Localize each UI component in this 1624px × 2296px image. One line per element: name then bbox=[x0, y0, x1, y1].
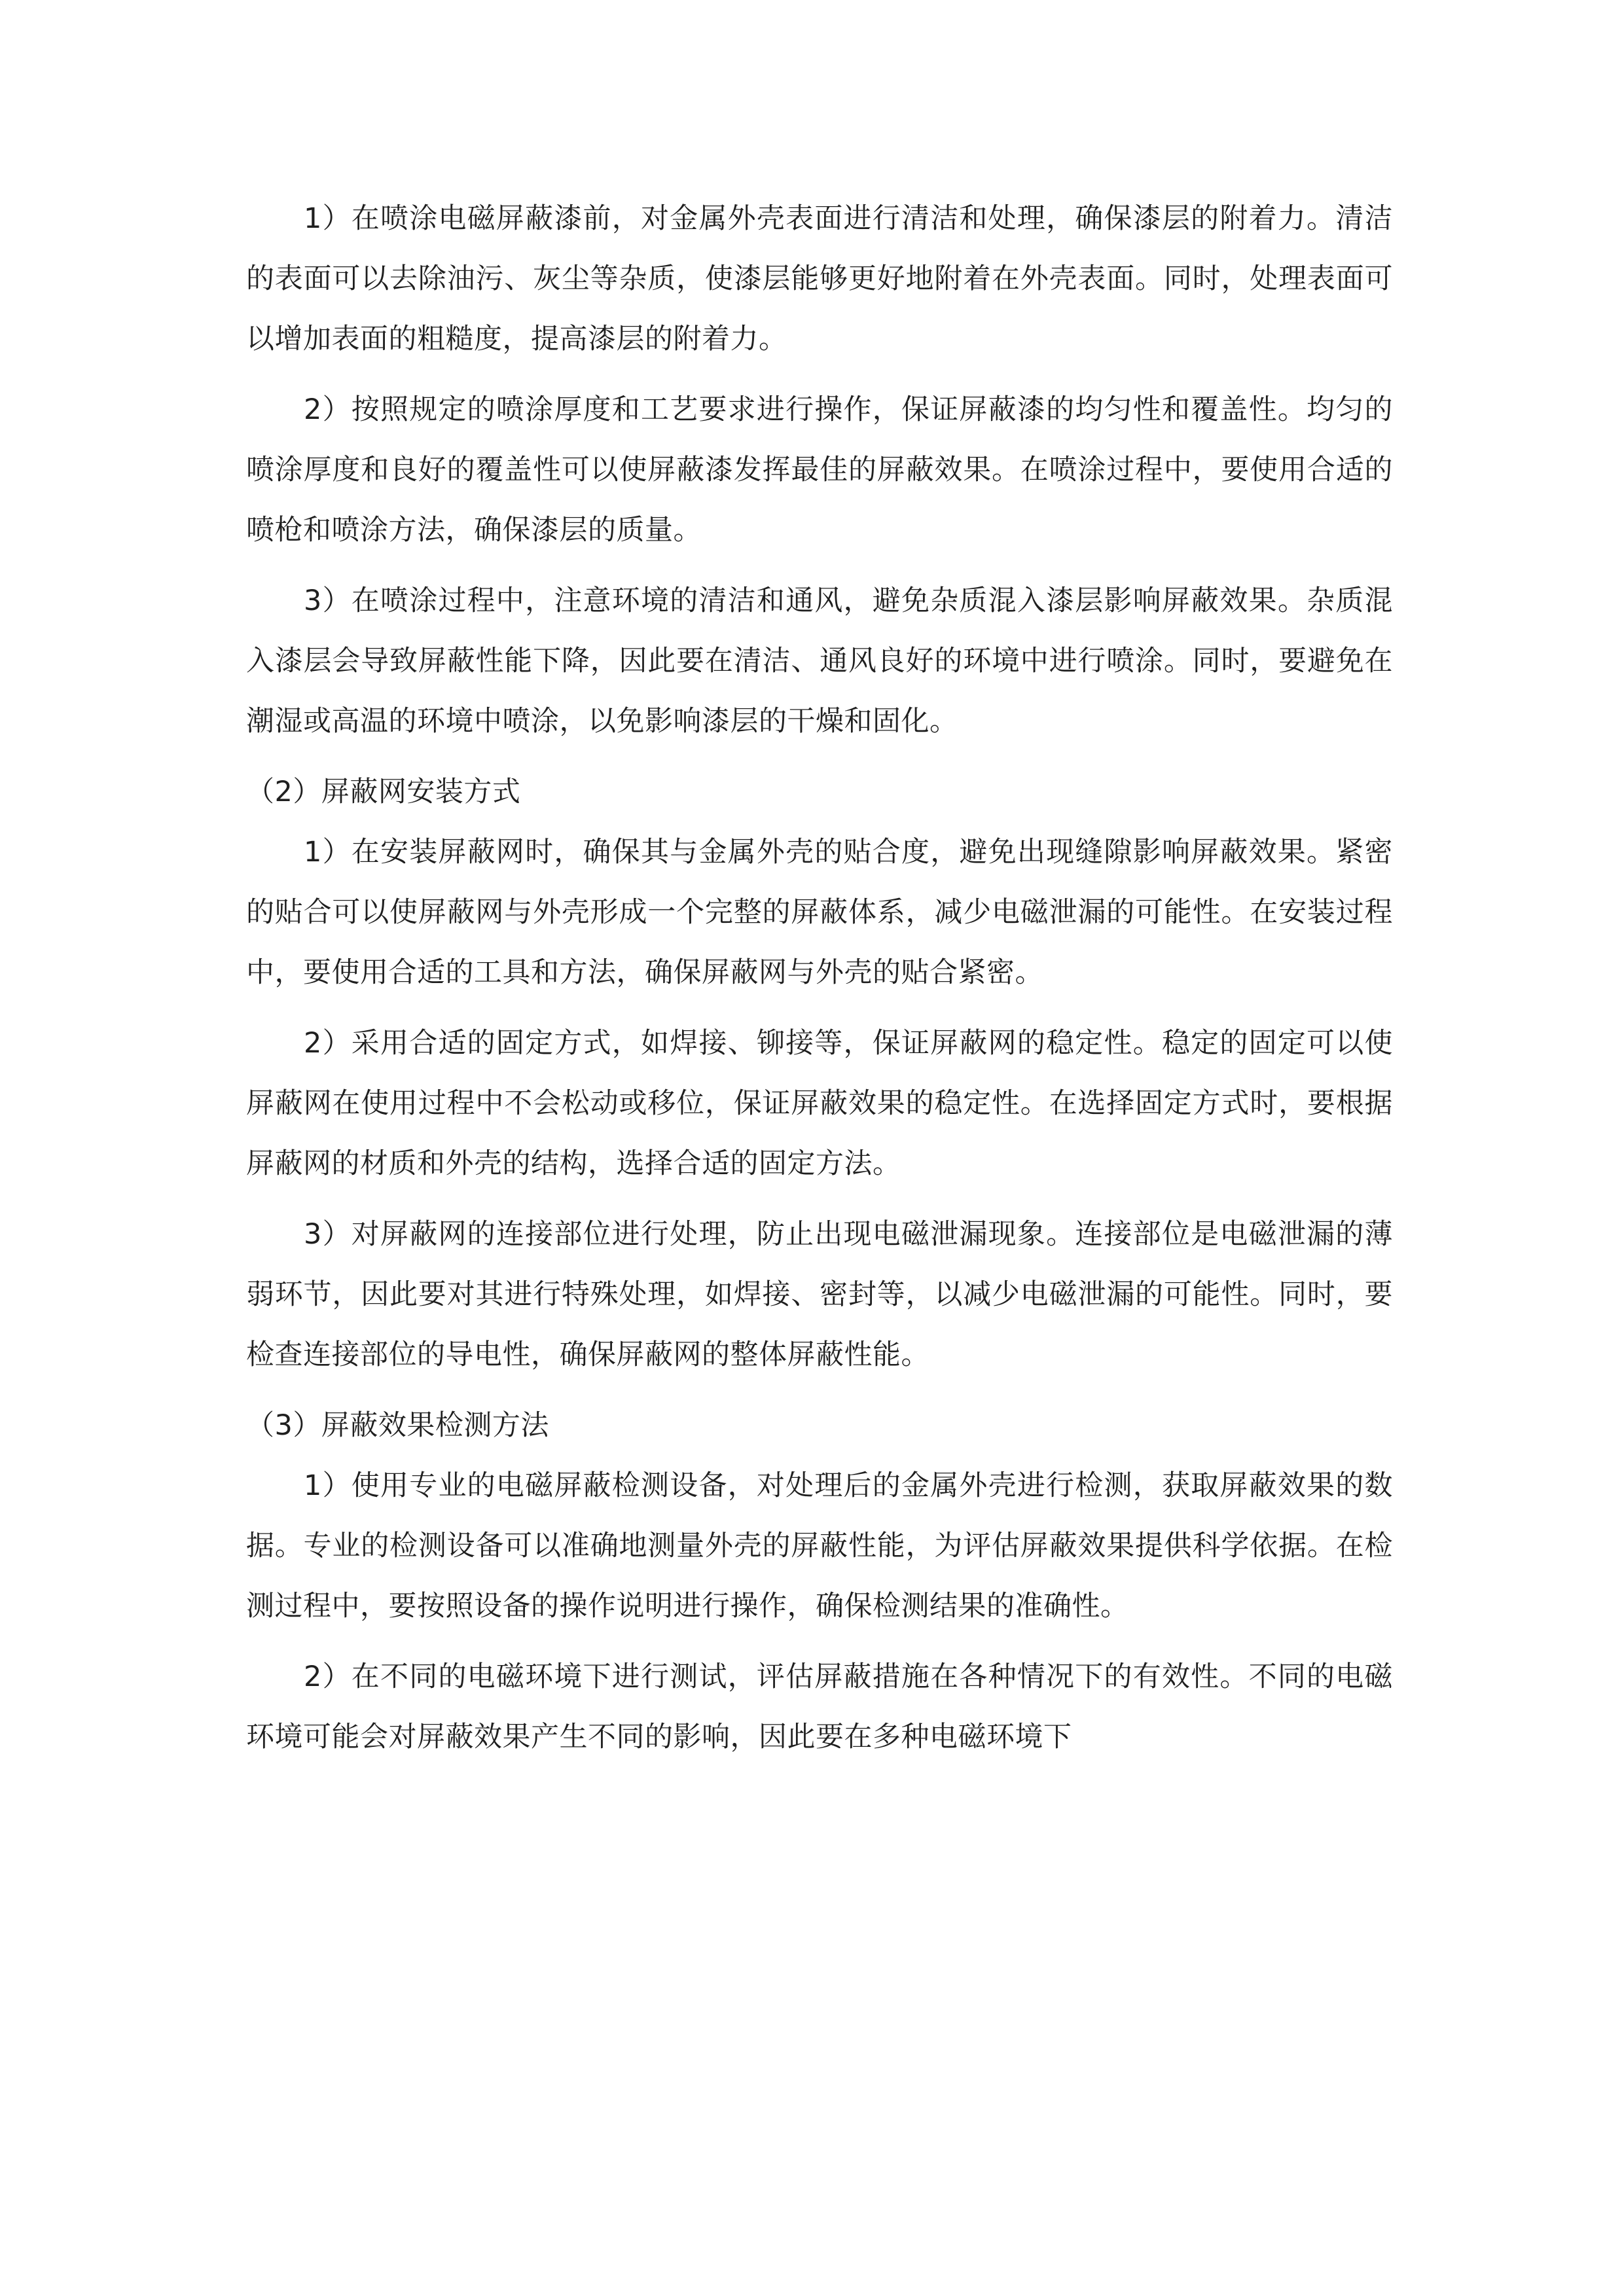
section-heading-shielding-test: （3）屏蔽效果检测方法 bbox=[246, 1409, 549, 1442]
paragraph-spray-thickness: 2）按照规定的喷涂厚度和工艺要求进行操作，保证屏蔽漆的均匀性和覆盖性。均匀的喷涂厚度和良好的覆盖性可以使屏蔽漆发挥最佳的屏蔽效果。在喷涂过程中，要使用合适的喷枪和喷涂方法，确保漆层的质量。 bbox=[246, 393, 1393, 547]
document-body bbox=[246, 188, 1393, 1778]
paragraph-mesh-joints: 3）对屏蔽网的连接部位进行处理，防止出现电磁泄漏现象。连接部位是电磁泄漏的薄弱环节，因此要对其进行特殊处理，如焊接、密封等，以减少电磁泄漏的可能性。同时，要检查连接部位的导电性，确保屏蔽网的整体屏蔽性能。 bbox=[246, 1218, 1393, 1371]
section-heading-mesh-installation: （2）屏蔽网安装方式 bbox=[246, 776, 521, 808]
paragraph-test-environments: 2）在不同的电磁环境下进行测试，评估屏蔽措施在各种情况下的有效性。不同的电磁环境可能会对屏蔽效果产生不同的影响，因此要在多种电磁环境下 bbox=[246, 1660, 1393, 1753]
paragraph-test-equipment: 1）使用专业的电磁屏蔽检测设备，对处理后的金属外壳进行检测，获取屏蔽效果的数据。专业的检测设备可以准确地测量外壳的屏蔽性能，为评估屏蔽效果提供科学依据。在检测过程中，要按照设备的操作说明进行操作，确保检测结果的准确性。 bbox=[246, 1469, 1393, 1623]
paragraph-spray-environment: 3）在喷涂过程中，注意环境的清洁和通风，避免杂质混入漆层影响屏蔽效果。杂质混入漆层会导致屏蔽性能下降，因此要在清洁、通风良好的环境中进行喷涂。同时，要避免在潮湿或高温的环境中喷涂，以免影响漆层的干燥和固化。 bbox=[246, 584, 1393, 738]
paragraph-spray-prep: 1）在喷涂电磁屏蔽漆前，对金属外壳表面进行清洁和处理，确保漆层的附着力。清洁的表面可以去除油污、灰尘等杂质，使漆层能够更好地附着在外壳表面。同时，处理表面可以增加表面的粗糙度，提高漆层的附着力。 bbox=[246, 202, 1393, 355]
paragraph-mesh-fixing: 2）采用合适的固定方式，如焊接、铆接等，保证屏蔽网的稳定性。稳定的固定可以使屏蔽网在使用过程中不会松动或移位，保证屏蔽效果的稳定性。在选择固定方式时，要根据屏蔽网的材质和外壳的结构，选择合适的固定方法。 bbox=[246, 1027, 1393, 1180]
paragraph-mesh-fit: 1）在安装屏蔽网时，确保其与金属外壳的贴合度，避免出现缝隙影响屏蔽效果。紧密的贴合可以使屏蔽网与外壳形成一个完整的屏蔽体系，减少电磁泄漏的可能性。在安装过程中，要使用合适的工具和方法，确保屏蔽网与外壳的贴合紧密。 bbox=[246, 836, 1393, 989]
